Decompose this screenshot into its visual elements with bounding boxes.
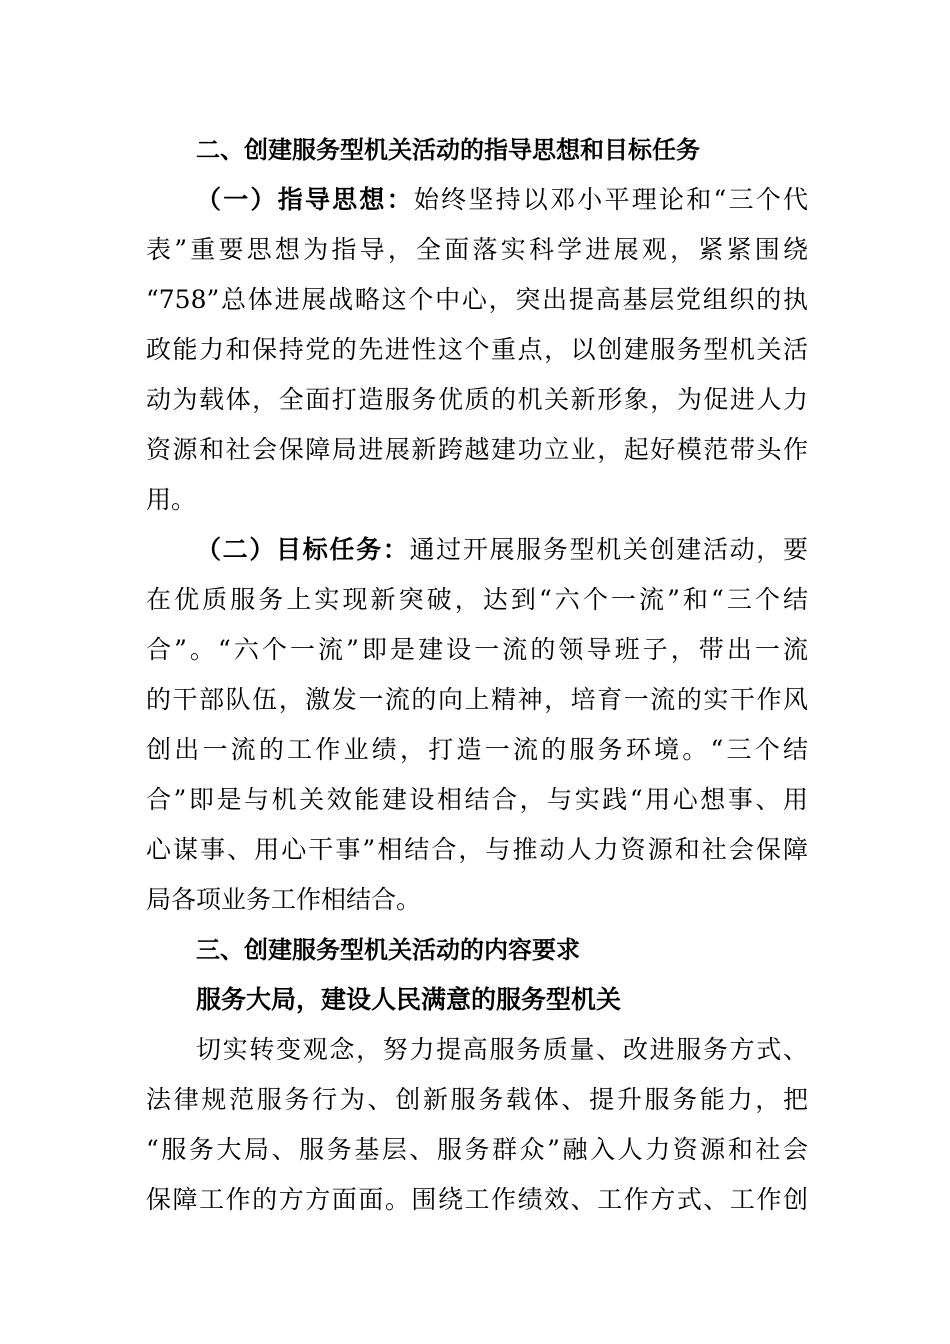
paragraph-content-line-1: 切实转变观念，努力提高服务质量、改进服务方式、 [196,1035,808,1064]
paragraph-guiding-ideology-line-3: “758”总体进展战略这个中心，突出提高基层党组织的执 [146,285,808,314]
heading-section-3: 三、创建服务型机关活动的内容要求 [196,936,580,964]
subheading-serve-overall: 服务大局，建设人民满意的服务型机关 [196,985,622,1014]
paragraph-guiding-ideology-line-5: 动为载体，全面打造服务优质的机关新形象，为促进人力 [146,385,808,414]
paragraph-goals-line-1: （二）目标任务：通过开展服务型机关创建活动，要 [196,535,808,564]
paragraph-guiding-ideology-line-7: 用。 [146,485,197,514]
label-guiding-ideology: （一）指导思想： [196,185,414,214]
paragraph-guiding-ideology-line-4: 政能力和保持党的先进性这个重点，以创建服务型机关活 [146,335,808,364]
paragraph-content-line-4: 保障工作的方方面面。围绕工作绩效、工作方式、工作创 [146,1185,808,1214]
paragraph-content-line-3: “服务大局、服务基层、服务群众”融入人力资源和社会 [146,1135,808,1164]
label-goals: （二）目标任务： [196,535,410,564]
paragraph-goals-line-2: 在优质服务上实现新突破，达到“六个一流”和“三个结 [146,585,808,614]
paragraph-guiding-ideology-line-6: 资源和社会保障局进展新跨越建功立业，起好模范带头作 [146,435,808,464]
paragraph-guiding-ideology-line-1: （一）指导思想：始终坚持以邓小平理论和“三个代 [196,185,808,214]
paragraph-goals-line-5: 创出一流的工作业绩，打造一流的服务环境。“三个结 [146,735,808,764]
paragraph-goals-line-6: 合”即是与机关效能建设相结合，与实践“用心想事、用 [146,785,808,814]
paragraph-goals-line-3: 合”。“六个一流”即是建设一流的领导班子，带出一流 [146,635,808,664]
paragraph-content-line-2: 法律规范服务行为、创新服务载体、提升服务能力，把 [146,1085,808,1114]
paragraph-goals-line-7: 心谋事、用心干事”相结合，与推动人力资源和社会保障 [146,835,808,864]
paragraph-guiding-ideology-line-2: 表”重要思想为指导，全面落实科学进展观，紧紧围绕 [146,235,808,264]
heading-section-2: 二、创建服务型机关活动的指导思想和目标任务 [196,136,700,164]
paragraph-goals-line-4: 的干部队伍，激发一流的向上精神，培育一流的实干作风 [146,685,808,714]
paragraph-goals-line-8: 局各项业务工作相结合。 [146,885,422,914]
